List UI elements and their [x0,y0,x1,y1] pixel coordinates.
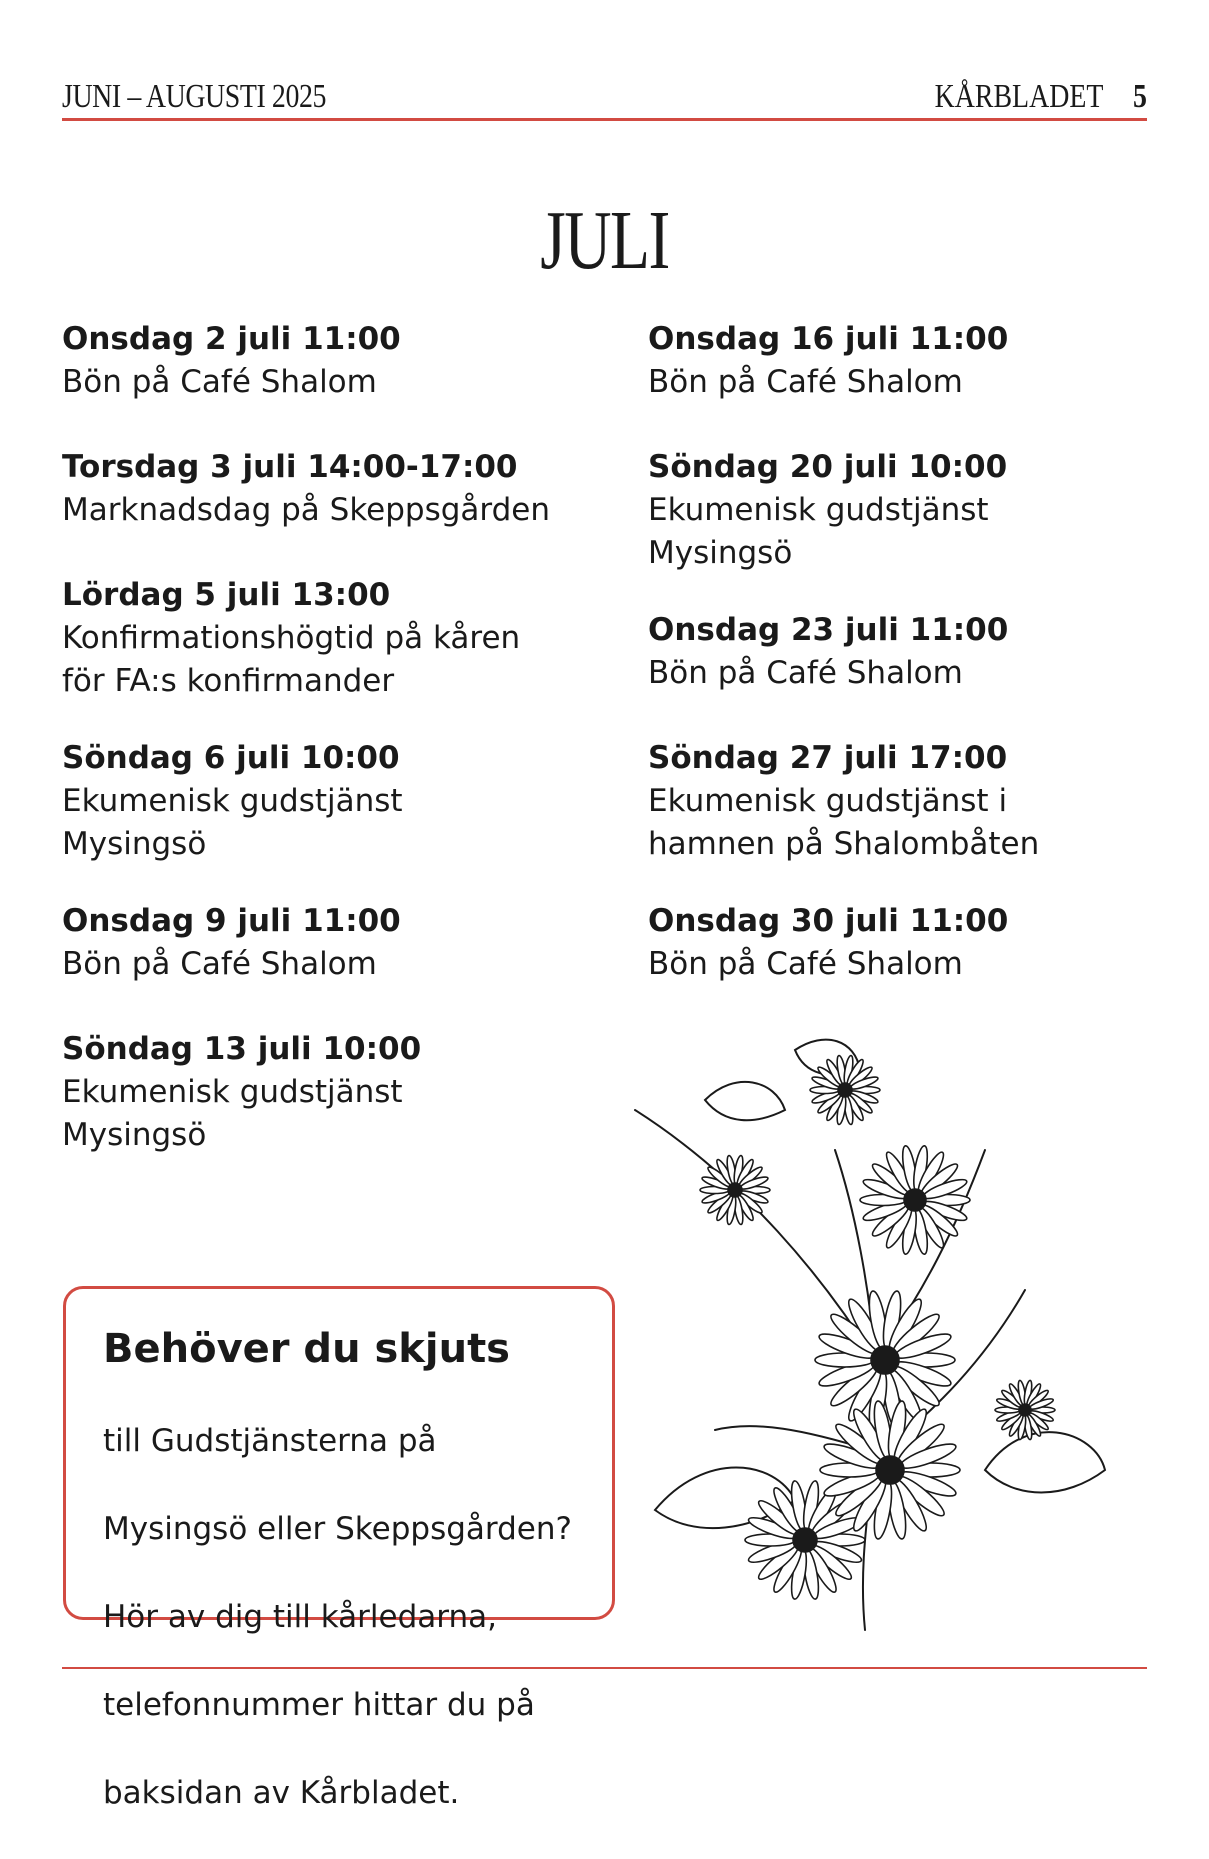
event-date: Torsdag 3 juli 14:00-17:00 [62,449,518,485]
event-description: Bön på Café Shalom [62,946,377,982]
events-right-column [648,318,1208,1028]
magazine-name: KÅRBLADET [934,78,1104,115]
event-date: Onsdag 16 juli 11:00 [648,321,1009,357]
event-item [62,737,622,866]
event-date: Lördag 5 juli 13:00 [62,577,391,613]
event-description: Mysingsö [62,1117,207,1153]
ride-info-line: Mysingsö eller Skeppsgården? [103,1511,572,1547]
event-description: Marknadsdag på Skeppsgården [62,492,551,528]
event-item [648,318,1208,404]
ride-info-line: baksidan av Kårbladet. [103,1775,460,1811]
event-date: Söndag 6 juli 10:00 [62,740,400,776]
event-description: Bön på Café Shalom [648,364,963,400]
daisy-flower [995,1380,1055,1440]
event-item [62,574,622,703]
event-item [62,446,622,532]
event-description: hamnen på Shalombåten [648,826,1040,862]
event-item [648,900,1208,986]
event-date: Onsdag 9 juli 11:00 [62,903,401,939]
ride-info-line: telefonnummer hittar du på [103,1687,535,1723]
event-description: Ekumenisk gudstjänst i [648,783,1008,819]
event-description: Ekumenisk gudstjänst [62,1074,403,1110]
leaf-shape [985,1432,1105,1492]
page-number: 5 [1133,78,1147,115]
event-description: Ekumenisk gudstjänst [62,783,403,819]
event-date: Söndag 20 juli 10:00 [648,449,1008,485]
event-item [62,318,622,404]
event-item [648,609,1208,695]
event-description: Bön på Café Shalom [62,364,377,400]
event-description: Bön på Café Shalom [648,946,963,982]
event-date: Onsdag 30 juli 11:00 [648,903,1009,939]
event-item [62,1028,622,1157]
event-date: Onsdag 23 juli 11:00 [648,612,1009,648]
event-item [648,446,1208,575]
event-date: Söndag 27 juli 17:00 [648,740,1008,776]
daisy-flower [860,1145,970,1255]
ride-info-line: till Gudstjänsterna på [103,1423,437,1459]
daisy-flower [810,1055,880,1125]
event-description: Mysingsö [648,535,793,571]
issue-period: JUNI – AUGUSTI 2025 [62,78,327,115]
leaf-shape [705,1082,785,1120]
event-description: Konfirmationshögtid på kåren [62,620,521,656]
ride-info-body [103,1375,580,1859]
event-description: Bön på Café Shalom [648,655,963,691]
page-header [62,78,1147,121]
event-description: Mysingsö [62,826,207,862]
month-title: JULI [540,194,669,287]
events-left-column [62,318,622,1199]
event-item [648,737,1208,866]
event-description: Ekumenisk gudstjänst [648,492,989,528]
event-date: Onsdag 2 juli 11:00 [62,321,401,357]
header-right [935,78,1147,116]
ride-info-title: Behöver du skjuts [103,1326,510,1372]
flower-illustration [625,1030,1145,1650]
footer-rule [62,1667,1147,1669]
event-date: Söndag 13 juli 10:00 [62,1031,422,1067]
ride-info-box [63,1286,615,1811]
event-description: för FA:s konfirmander [62,663,395,699]
event-item [62,900,622,986]
ride-info-line: Hör av dig till kårledarna, [103,1599,497,1635]
